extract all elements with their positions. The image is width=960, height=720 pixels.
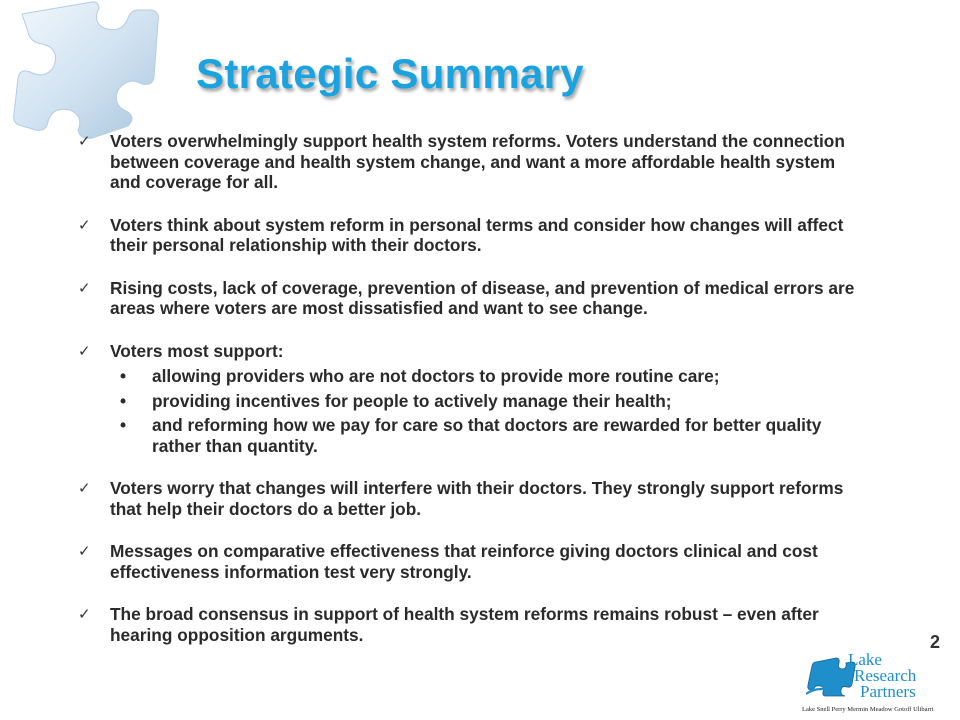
summary-item <box>78 478 868 519</box>
checkmark-icon: ✓ <box>78 342 91 360</box>
puzzle-piece-decoration <box>0 0 210 140</box>
summary-list <box>78 131 868 645</box>
slide-title: Strategic Summary <box>196 50 584 97</box>
logo-word-partners: Partners <box>860 682 916 701</box>
summary-item <box>78 278 868 319</box>
checkmark-icon: ✓ <box>78 216 91 234</box>
checkmark-icon: ✓ <box>78 543 91 560</box>
lake-research-partners-logo <box>800 650 960 720</box>
logo-partner-names: Lake Snell Perry Mermin Meadow Gotoff Ulibarri <box>802 706 934 713</box>
sub-item-text: and reforming how we pay for care so that doctors are rewarded for better quality rather than quantity. <box>152 415 822 456</box>
summary-item-text: Messages on comparative effectiveness that reinforce giving doctors clinical and cost effectiveness information test very strongly. <box>110 541 818 582</box>
summary-item-text: Voters worry that changes will interfere with their doctors. They strongly support reforms that help their doctors do a better job. <box>110 478 844 519</box>
summary-item <box>78 215 868 256</box>
logo-word-lake: Lake <box>848 650 882 669</box>
sub-item <box>78 391 868 412</box>
bullet-icon: • <box>120 366 127 386</box>
summary-item-text: Voters most support: <box>110 340 284 361</box>
sub-item <box>78 415 868 456</box>
bullet-icon: • <box>120 390 127 411</box>
sub-item-text: allowing providers who are not doctors to provide more routine care; <box>152 366 720 386</box>
sub-item <box>78 366 868 387</box>
summary-item-text: Rising costs, lack of coverage, prevention of disease, and prevention of medical errors are areas where voters are most dissatisfied and want to see change. <box>110 277 855 318</box>
summary-item <box>78 131 868 193</box>
summary-item-text: The broad consensus in support of health system reforms remains robust – even after hearing opposition arguments. <box>110 604 819 645</box>
checkmark-icon: ✓ <box>78 279 91 297</box>
summary-item-text: Voters overwhelmingly support health system reforms. Voters understand the connection between coverage and health system change, and want a more affordable health system and coverage for all. <box>110 131 845 192</box>
bullet-icon: • <box>120 415 127 435</box>
summary-item <box>78 541 868 582</box>
logo-word-research: Research <box>854 666 917 685</box>
checkmark-icon: ✓ <box>78 480 91 497</box>
summary-item <box>78 341 868 362</box>
page-number: 2 <box>930 632 941 652</box>
checkmark-icon: ✓ <box>78 133 91 150</box>
summary-item <box>78 604 868 645</box>
checkmark-icon: ✓ <box>78 606 91 623</box>
sub-item-text: providing incentives for people to actively manage their health; <box>152 390 672 411</box>
summary-item-text: Voters think about system reform in personal terms and consider how changes will affect their personal relationship with their doctors. <box>110 214 844 255</box>
